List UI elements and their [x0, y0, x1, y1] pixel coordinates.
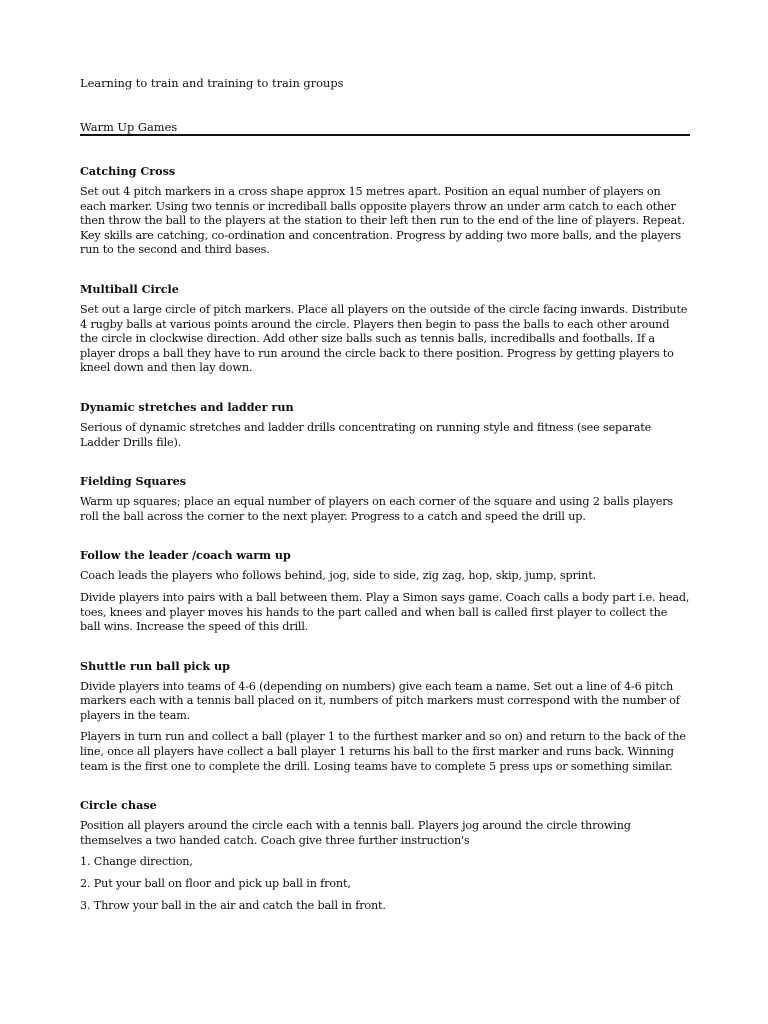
drill-fielding-squares — [80, 474, 690, 524]
drill-dynamic-stretches — [80, 400, 690, 450]
drill-catching-cross — [80, 164, 690, 258]
drill-paragraph: Set out 4 pitch markers in a cross shape approx 15 metres apart. Position an equal number of players on each marker. Using two tennis or incrediball balls opposite players throw an under arm catch to each other then throw the ball to the players at the station to their left then run to the end of the line of players. Repeat. Key skills are catching, co-ordination and concentration. Progress by adding two more balls, and the players run to the second and third bases. — [80, 185, 685, 257]
drill-title: Circle chase — [80, 798, 157, 813]
drill-title: Catching Cross — [80, 164, 176, 178]
drill-paragraph: Set out a large circle of pitch markers. Place all players on the outside of the circle facing inwards. Distribute 4 rugby balls at various points around the circle. Players then begin to pass the balls to each other around the circle in clockwise direction. Add other size balls such as tennis balls, incrediballs and footballs. If a player drops a ball they have to run around the circle back to there position. Progress by getting players to kneel down and then lay down. — [80, 302, 688, 375]
drill-paragraph: Serious of dynamic stretches and ladder drills concentrating on running style and fitness (see separate Ladder Drills file). — [80, 420, 652, 449]
drill-paragraph: Coach leads the players who follows behind, jog, side to side, zig zag, hop, skip, jump, sprint. — [80, 569, 596, 583]
document-body — [80, 164, 690, 937]
drill-title: Dynamic stretches and ladder run — [80, 399, 294, 414]
drill-paragraph: Divide players into teams of 4-6 (depending on numbers) give each team a name. Set out a line of 4-6 pitch markers each with a tennis ball placed on it, numbers of pitch markers must correspond with the number of players in the team. — [80, 679, 680, 722]
drill-paragraph: Players in turn run and collect a ball (player 1 to the furthest marker and so on) and return to the back of the line, once all players have collect a ball player 1 returns his ball to the first marker and runs back. Winning team is the first one to complete the drill. Losing teams have to complete 5 press ups or something similar. — [80, 730, 686, 773]
drill-paragraph: Warm up squares; place an equal number of players on each corner of the square and using 2 balls players roll the ball across the corner to the next player. Progress to a catch and speed the drill up. — [80, 495, 673, 523]
drill-title: Follow the leader /coach warm up — [80, 548, 291, 563]
drill-list-item: 2. Put your ball on floor and pick up ball in front, — [80, 877, 351, 891]
drill-title: Fielding Squares — [80, 474, 187, 489]
drill-circle-chase — [80, 798, 690, 913]
section-divider — [80, 134, 690, 136]
group-title: Learning to train and training to train groups — [80, 76, 344, 90]
drill-paragraph: Position all players around the circle each with a tennis ball. Players jog around the circle throwing themselves a two handed catch. Coach give three further instruction's — [80, 819, 631, 847]
drill-title: Shuttle run ball pick up — [80, 658, 230, 673]
drill-title: Multiball Circle — [80, 281, 179, 296]
drill-shuttle-run — [80, 659, 690, 775]
drill-multiball-circle — [80, 282, 690, 376]
drill-list-item: 3. Throw your ball in the air and catch the ball in front. — [80, 898, 386, 912]
section-title: Warm Up Games — [80, 120, 178, 134]
drill-paragraph: Divide players into pairs with a ball between them. Play a Simon says game. Coach calls a body part i.e. head, toes, knees and player moves his hands to the part called and when ball is called first player to collect the ball wins. Increase the speed of this drill. — [80, 590, 690, 634]
drill-follow-the-leader — [80, 548, 690, 634]
drill-list-item: 1. Change direction, — [80, 855, 193, 869]
